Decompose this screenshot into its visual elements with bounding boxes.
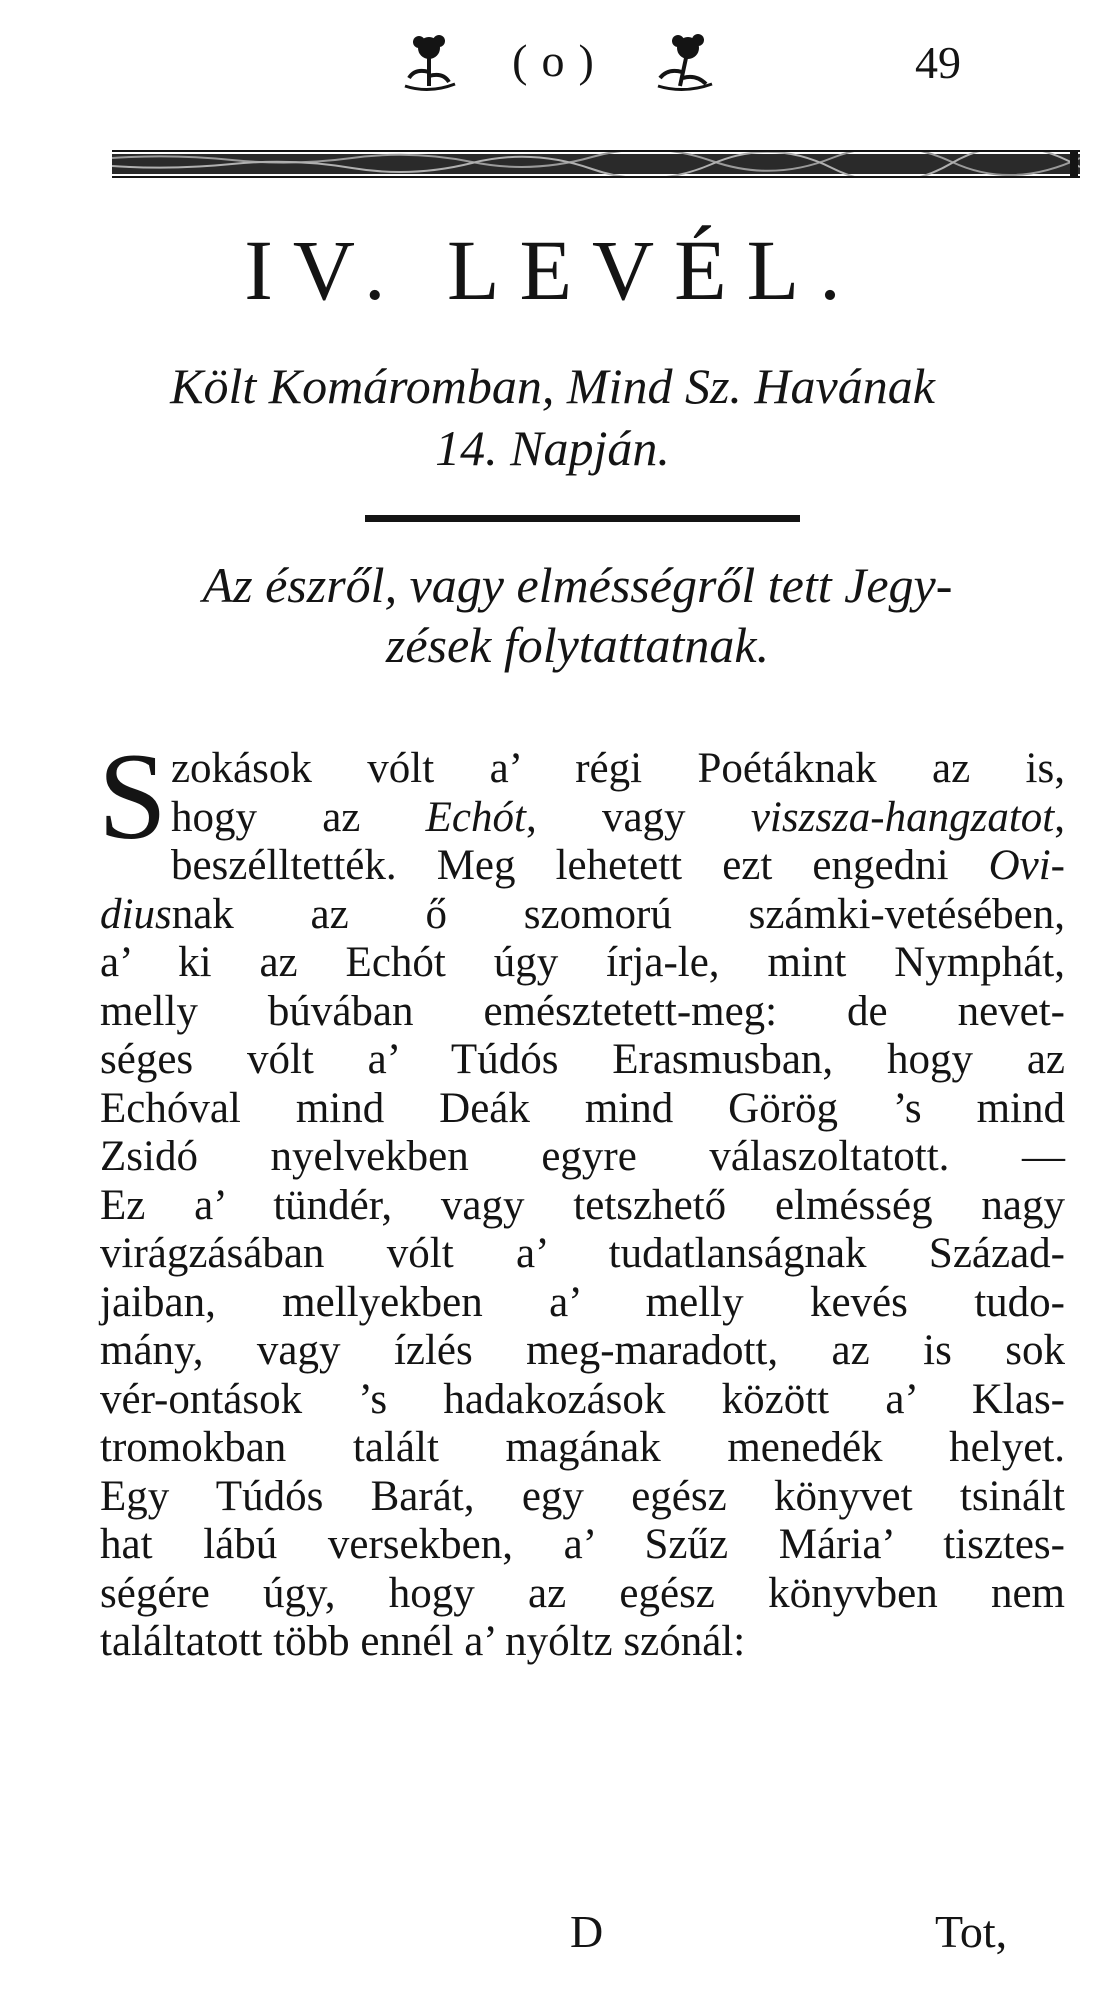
summary-line: Az észről, vagy elmésségről tett Jegy- <box>202 557 953 613</box>
text-line: vér-ontások ’s hadakozások között a’ Klas- <box>100 1375 1065 1423</box>
chapter-title: IV. LEVÉL. <box>244 222 861 318</box>
section-divider <box>365 515 800 522</box>
drop-cap: S <box>98 728 167 865</box>
text-line: jaiban, mellyekben a’ melly kevés tudo- <box>100 1278 1065 1326</box>
text-line: ségére úgy, hogy az egész könyvben nem <box>100 1569 1065 1617</box>
page-number: 49 <box>915 37 961 88</box>
summary-line: zések folytattatnak. <box>385 617 770 673</box>
italic-term: viszsza-hangzatot <box>750 793 1055 841</box>
text-line: mány, vagy ízlés meg-maradott, az is sok <box>100 1327 1065 1374</box>
text-line: Ez a’ tündér, vagy tetszhető elmésség nagy <box>100 1181 1065 1229</box>
chapter-summary <box>95 555 1060 675</box>
italic-term: dius <box>100 890 172 938</box>
text-line: diusnak az ő szomorú számki-vetésében, <box>100 890 1065 938</box>
dateline-line: 14. Napján. <box>435 420 670 476</box>
text-line: melly búvában emésztetett-meg: de nevet- <box>100 987 1065 1035</box>
text-line: hogy az Echót, vagy viszsza-hangzatot, <box>170 793 1065 841</box>
text-line: tromokban talált magának menedék helyet. <box>100 1424 1065 1471</box>
text-line: hat lábú versekben, a’ Szűz Mária’ tisztes- <box>100 1521 1065 1568</box>
italic-term: Ovi- <box>988 842 1065 889</box>
text-line: a’ ki az Echót úgy írja-le, mint Nymphát, <box>100 939 1065 986</box>
text-line: találtatott több ennél a’ nyóltz szónál: <box>100 1618 746 1665</box>
catchword-left: D <box>570 1906 604 1957</box>
flower-ornament-left-icon <box>395 28 465 98</box>
text-line: beszélltették. Meg lehetett ezt engedni Ovi- <box>170 842 1065 889</box>
page-header <box>0 28 1105 98</box>
text-line: Echóval mind Deák mind Görög ’s mind <box>100 1084 1065 1132</box>
flower-ornament-right-icon <box>650 28 720 98</box>
text-line: zokások vólt a’ régi Poétáknak az is, <box>170 745 1065 792</box>
text-line: Egy Túdós Barát, egy egész könyvet tsinált <box>100 1472 1065 1520</box>
dateline-line: Költ Komáromban, Mind Sz. Havának <box>170 358 935 414</box>
text-line: Zsidó nyelvekben egyre válaszoltatott. — <box>100 1133 1065 1180</box>
signature-mark: (o) <box>512 35 608 86</box>
text-line: séges vólt a’ Túdós Erasmusban, hogy az <box>100 1036 1065 1083</box>
decorative-rule <box>112 150 1080 178</box>
italic-term: Echót <box>425 793 526 841</box>
body-text <box>98 728 1065 1667</box>
text-line: virágzásában vólt a’ tudatlanságnak Század- <box>100 1230 1065 1277</box>
catchword-right: Tot, <box>935 1906 1008 1957</box>
dateline <box>0 355 1105 479</box>
